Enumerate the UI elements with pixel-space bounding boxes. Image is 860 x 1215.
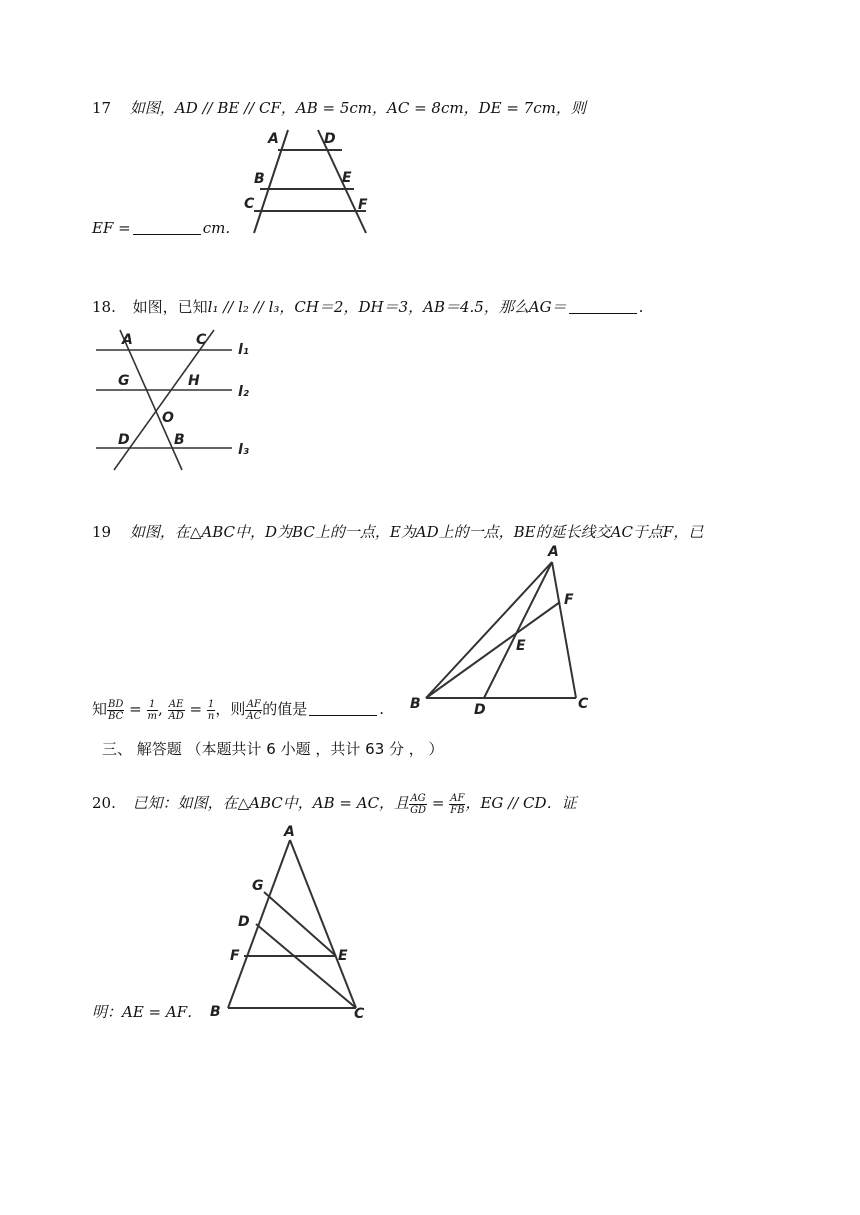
label-b: B bbox=[174, 432, 185, 448]
label-l3: l₃ bbox=[238, 442, 249, 458]
label-a: A bbox=[548, 544, 559, 560]
answer-suffix: cm. bbox=[202, 219, 231, 237]
label-d: D bbox=[238, 914, 250, 930]
fraction-af-ac: $\frac{AF}{AC}$ bbox=[246, 698, 262, 722]
label-f: F bbox=[358, 197, 368, 213]
problem-number: 20. bbox=[92, 794, 116, 812]
figure-19 bbox=[408, 540, 598, 720]
problem-text-a: 知 bbox=[92, 700, 108, 718]
problem-18-line1 bbox=[92, 297, 643, 317]
problem-17-line2 bbox=[92, 218, 230, 238]
label-b: B bbox=[254, 171, 265, 187]
label-e: E bbox=[342, 170, 352, 186]
label-c: C bbox=[354, 1006, 365, 1022]
section-title: 三、 解答题 （本题共计 6 小题 ，共计 63 分 ， ） bbox=[102, 740, 444, 758]
label-g: G bbox=[252, 878, 264, 894]
figure-18 bbox=[92, 330, 272, 470]
label-d: D bbox=[324, 131, 336, 147]
problem-text-c: 的值是 bbox=[262, 700, 308, 718]
fraction-1-m: $\frac{1}{m}$ bbox=[147, 698, 157, 722]
fraction-ag-gd: $\frac{AG}{GD}$ bbox=[410, 792, 427, 816]
problem-text-b: ，CH＝2，DH＝3，AB＝4.5，那么AG＝ bbox=[279, 298, 567, 316]
problem-number: 19 bbox=[92, 523, 112, 541]
problem-17-line1 bbox=[92, 98, 586, 118]
problem-text-b: ，则 bbox=[215, 700, 246, 718]
problem-end: . bbox=[638, 298, 644, 316]
label-o: O bbox=[162, 410, 174, 426]
parallel-lines: l₁ // l₂ // l₃ bbox=[207, 298, 280, 316]
fraction-ae-ad: $\frac{AE}{AD}$ bbox=[168, 698, 184, 722]
problem-text-a: 已知：如图，在△ABC中，AB = AC，且 bbox=[132, 794, 410, 812]
answer-blank[interactable] bbox=[133, 220, 201, 235]
label-g: G bbox=[118, 373, 130, 389]
problem-20-line1: 20. 已知：如图，在△ABC中，AB = AC，且 $\frac{AG}{GD}$ = $\frac{AF}{FB}$ ，EG // CD．证 bbox=[92, 792, 577, 816]
problem-text: 如图，在△ABC中，D为BC上的一点，E为AD上的一点，BE的延长线交AC于点F，已 bbox=[129, 523, 704, 541]
label-c: C bbox=[244, 196, 255, 212]
label-h: H bbox=[188, 373, 200, 389]
label-f: F bbox=[230, 948, 240, 964]
label-b: B bbox=[410, 696, 421, 712]
label-d: D bbox=[474, 702, 486, 718]
problem-number: 17 bbox=[92, 99, 112, 117]
problem-text: 明：AE = AF． bbox=[92, 1003, 203, 1021]
label-f: F bbox=[564, 592, 574, 608]
fraction-af-fb: $\frac{AF}{FB}$ bbox=[450, 792, 465, 816]
label-e: E bbox=[338, 948, 348, 964]
label-a: A bbox=[122, 332, 133, 348]
label-a: A bbox=[268, 131, 279, 147]
problem-19-line1 bbox=[92, 522, 703, 542]
problem-19-line2: 知 $\frac{BD}{BC}$ = $\frac{1}{m}$ , $\frac{AE}{AD}$ = $\frac{1}{n}$ ，则 $\frac{AF}{AC}$ 的值是 . bbox=[92, 698, 385, 722]
problem-text-b: ，EG // CD．证 bbox=[465, 794, 577, 812]
label-a: A bbox=[284, 824, 295, 840]
fraction-1-n: $\frac{1}{n}$ bbox=[207, 698, 215, 722]
answer-blank[interactable] bbox=[569, 299, 637, 314]
figure-17 bbox=[240, 125, 380, 235]
answer-blank[interactable] bbox=[309, 701, 377, 716]
label-b: B bbox=[210, 1004, 221, 1020]
label-d: D bbox=[118, 432, 130, 448]
problem-20-line2 bbox=[92, 1002, 202, 1022]
problem-text-a: 如图，已知 bbox=[132, 298, 208, 316]
problem-end: . bbox=[379, 700, 385, 718]
label-c: C bbox=[196, 332, 207, 348]
label-l1: l₁ bbox=[238, 342, 249, 358]
fraction-bd-bc: $\frac{BD}{BC}$ bbox=[108, 698, 124, 722]
figure-20 bbox=[208, 822, 378, 1022]
problem-number: 18. bbox=[92, 298, 116, 316]
problem-text: 如图，AD // BE // CF，AB = 5cm，AC = 8cm，DE = 7cm，则 bbox=[129, 99, 586, 117]
label-c: C bbox=[578, 696, 589, 712]
answer-prefix: EF = bbox=[92, 219, 131, 237]
label-e: E bbox=[516, 638, 526, 654]
label-l2: l₂ bbox=[238, 384, 249, 400]
